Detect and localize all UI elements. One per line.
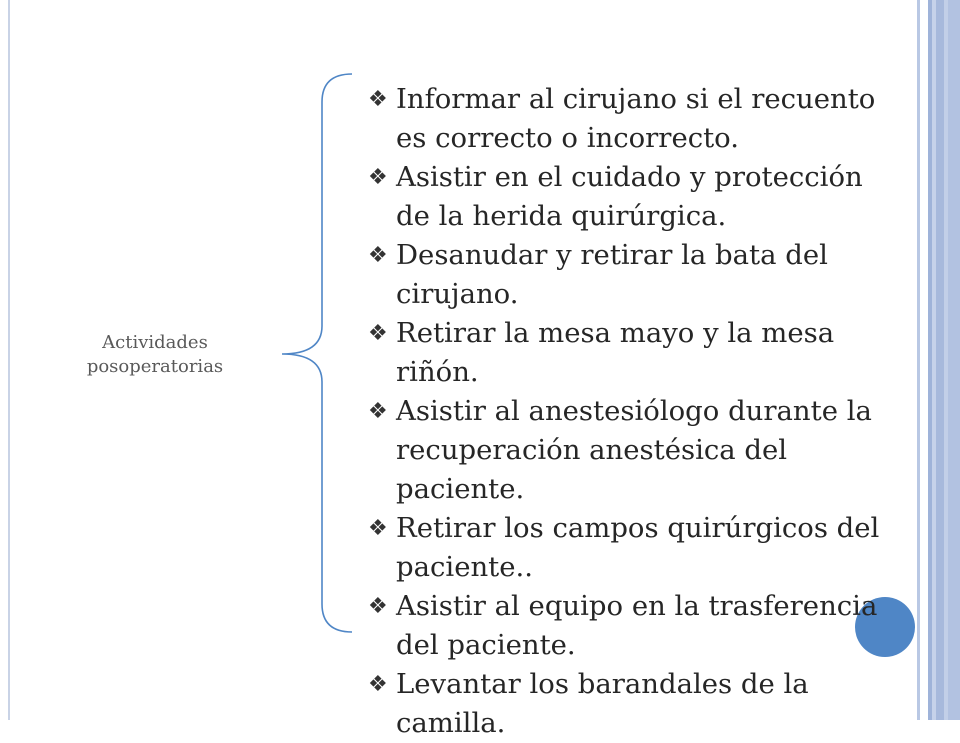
right-decor-stripe: [920, 0, 928, 720]
activity-item: [368, 665, 898, 743]
diamond-bullet-icon: ❖: [368, 672, 388, 697]
activity-item: [368, 80, 898, 158]
activity-text: Desanudar y retirar la bata del cirujano.: [396, 239, 828, 310]
category-label-line: posoperatorias: [86, 356, 224, 377]
curly-brace: [270, 60, 370, 650]
right-decor-stripe: [936, 0, 944, 720]
slide-left-border: [8, 0, 10, 720]
activity-text: Asistir al equipo en la trasferencia del paciente.: [396, 590, 878, 661]
diamond-bullet-icon: ❖: [368, 321, 388, 346]
curly-brace-path: [282, 74, 352, 632]
activity-text: Levantar los barandales de la camilla.: [396, 668, 809, 739]
category-label-line: Actividades: [102, 332, 208, 353]
activity-text: Asistir al anestesiólogo durante la recuperación anestésica del paciente.: [396, 395, 872, 505]
category-label: [80, 331, 230, 379]
right-decor-stripe: [948, 0, 960, 720]
diamond-bullet-icon: ❖: [368, 165, 388, 190]
activities-list: [368, 80, 898, 743]
activity-text: Retirar la mesa mayo y la mesa riñón.: [396, 317, 835, 388]
diamond-bullet-icon: ❖: [368, 399, 388, 424]
activity-item: [368, 587, 898, 665]
diamond-bullet-icon: ❖: [368, 243, 388, 268]
diamond-bullet-icon: ❖: [368, 516, 388, 541]
diamond-bullet-icon: ❖: [368, 87, 388, 112]
activity-text: Retirar los campos quirúrgicos del paciente..: [396, 512, 880, 583]
activity-text: Asistir en el cuidado y protección de la herida quirúrgica.: [396, 161, 863, 232]
activity-item: [368, 314, 898, 392]
diamond-bullet-icon: ❖: [368, 594, 388, 619]
activity-item: [368, 158, 898, 236]
activity-item: [368, 236, 898, 314]
activity-item: [368, 509, 898, 587]
activity-text: Informar al cirujano si el recuento es correcto o incorrecto.: [396, 83, 876, 154]
activity-item: [368, 392, 898, 509]
